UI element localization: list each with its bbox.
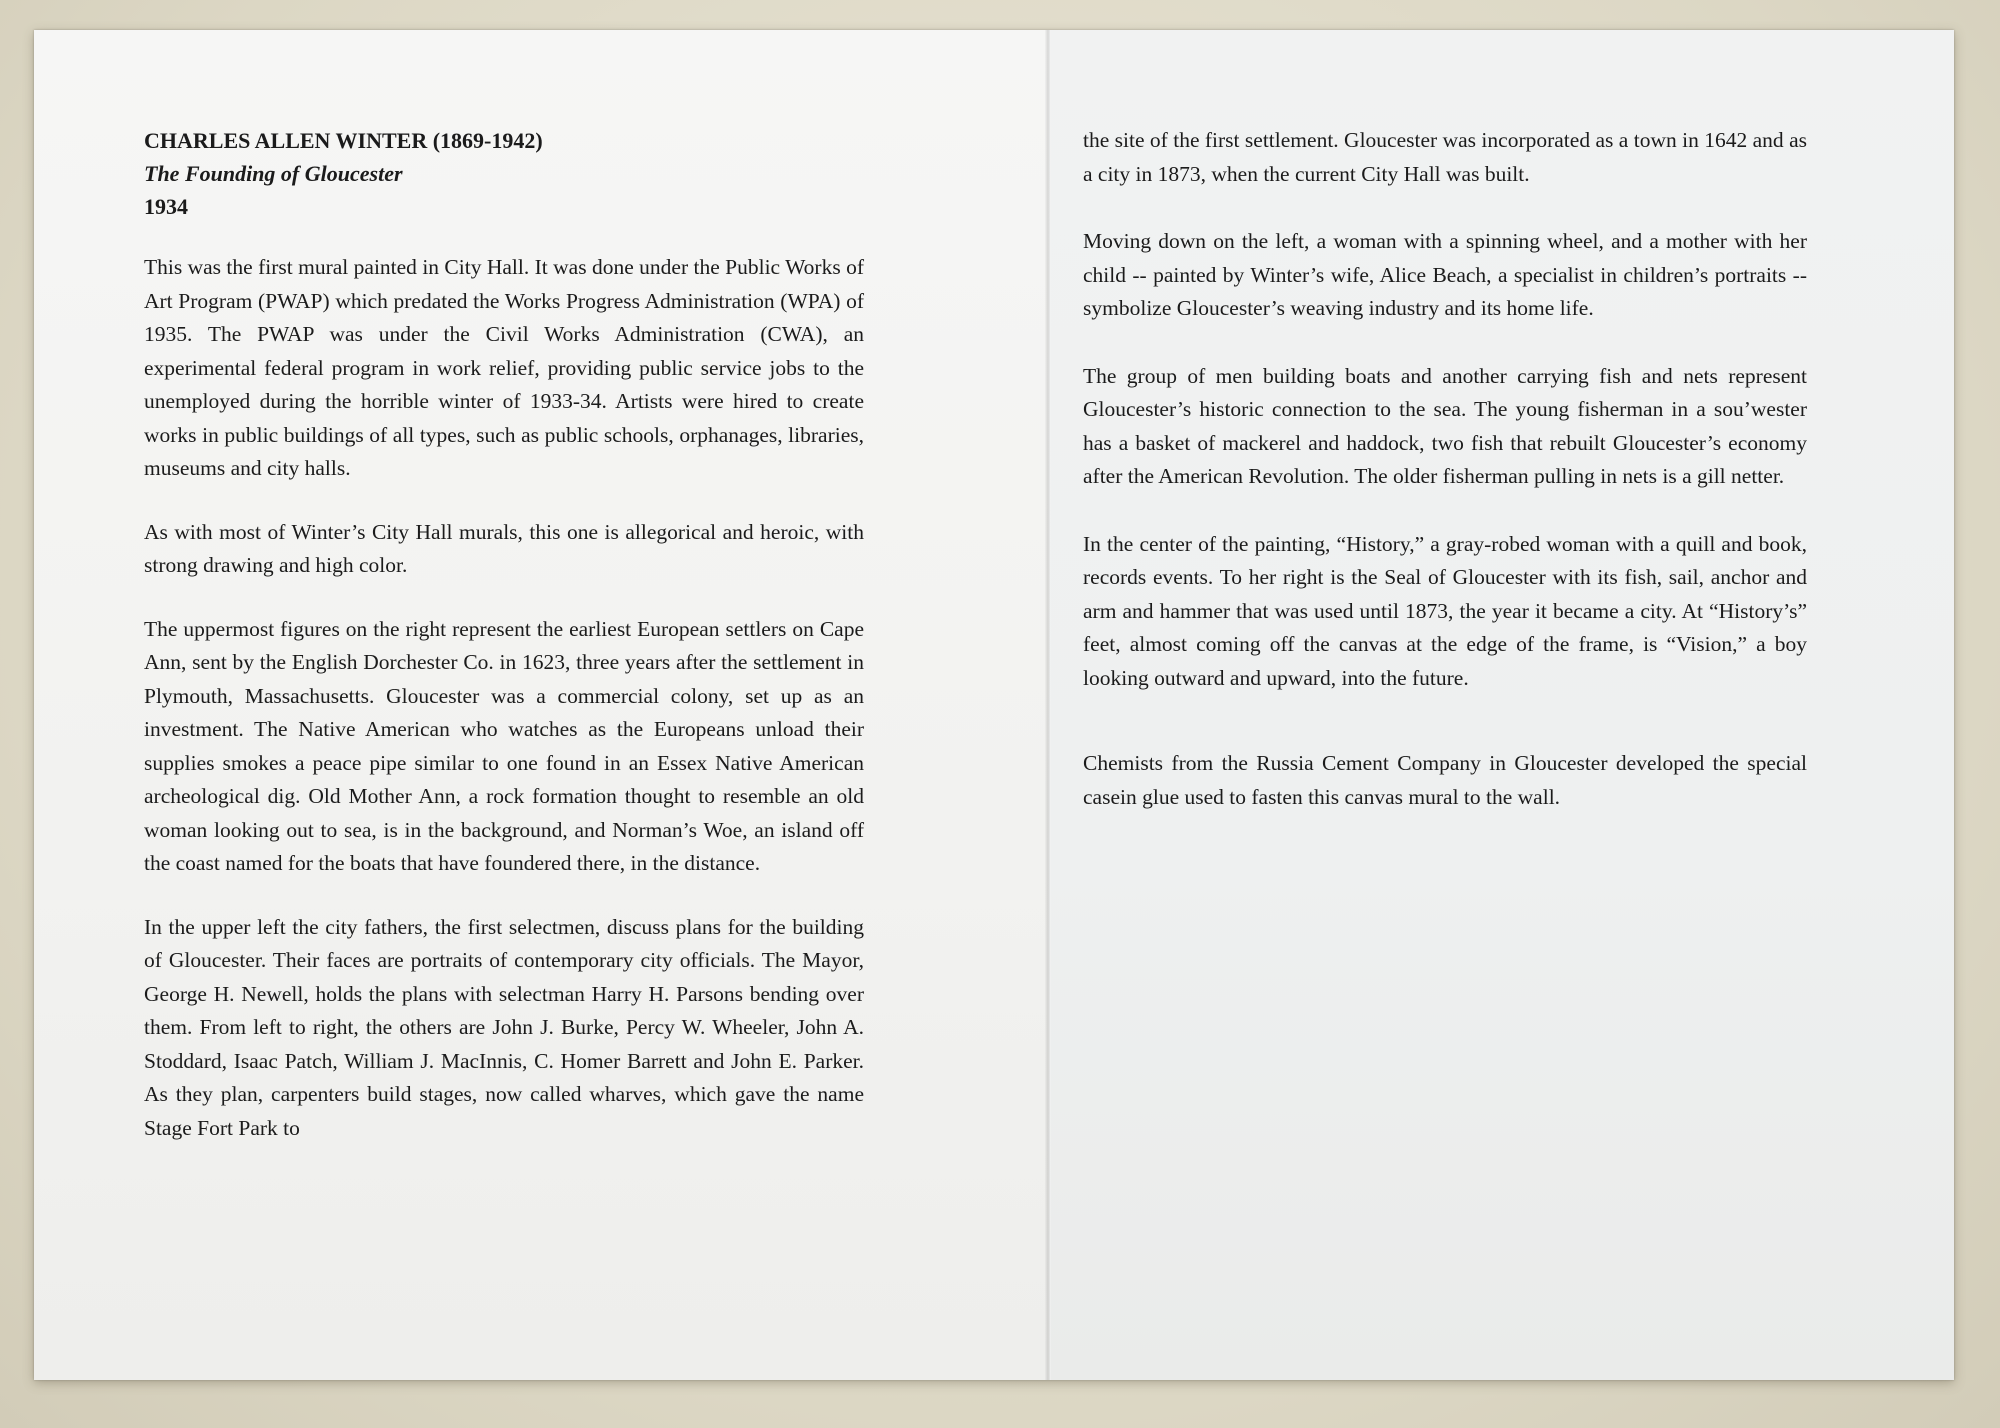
paragraph: The group of men building boats and another carrying fish and nets represent Gloucester’s historic connection to the sea. The young fisherman in a sou’wester has a basket of mackerel and haddock, two fish that rebuilt Gloucester’s economy after the American Revolution. The older fisherman pulling in nets is a gill netter. xyxy=(1083,363,1807,488)
paragraph: Chemists from the Russia Cement Company in Gloucester developed the special casein glue used to fasten this canvas mural to the wall. xyxy=(1083,751,1807,809)
paragraph: In the upper left the city fathers, the first selectmen, discuss plans for the building of Gloucester. Their faces are portraits of contemporary city officials. The Mayor, George H. Newell, holds the plans with selectman Harry H. Parsons bending over them. From left to right, the others are John J. Burke, Percy W. Wheeler, John A. Stoddard, Isaac Patch, William J. MacInnis, C. Homer Barrett and John E. Parker. As they plan, carpenters build stages, now called wharves, which gave the name Stage Fort Park to xyxy=(144,914,864,1140)
paragraph: the site of the first settlement. Gloucester was incorporated as a town in 1642 and as a city in 1873, when the current City Hall was built. xyxy=(1083,128,1807,186)
right-column xyxy=(1083,124,1807,814)
paragraph: The uppermost figures on the right represent the earliest European settlers on Cape Ann, sent by the English Dorchester Co. in 1623, three years after the settlement in Plymouth, Massachusetts. Gloucester was a commercial colony, set up as an investment. The Native American who watches as the Europeans unload their supplies smokes a peace pipe similar to one found in an Essex Native American archeological dig. Old Mother Ann, a rock formation thought to resemble an old woman looking out to sea, is in the background, and Norman’s Woe, an island off the coast named for the boats that have foundered there, in the distance. xyxy=(144,616,864,875)
paragraph: This was the first mural painted in City Hall. It was done under the Public Works of Art Program (PWAP) which predated the Works Progress Administration (WPA) of 1935. The PWAP was under the Civil Works Administration (CWA), an experimental federal program in work relief, providing public service jobs to the unemployed during the horrible winter of 1933-34. Artists were hired to create works in public buildings of all types, such as public schools, orphanages, libraries, museums and city halls. xyxy=(144,255,864,480)
left-column xyxy=(144,124,864,1145)
artwork-title: The Founding of Gloucester xyxy=(144,161,403,186)
paragraph: Moving down on the left, a woman with a spinning wheel, and a mother with her child -- painted by Winter’s wife, Alice Beach, a specialist in children’s portraits -- symbolize Gloucester’s weaving industry and its home life. xyxy=(1083,229,1807,320)
page-fold xyxy=(1045,30,1051,1380)
artwork-year: 1934 xyxy=(144,194,188,219)
paragraph: As with most of Winter’s City Hall murals, this one is allegorical and heroic, with strong drawing and high color. xyxy=(144,519,864,577)
artist-heading: CHARLES ALLEN WINTER (1869-1942) xyxy=(144,128,543,153)
paragraph: In the center of the painting, “History,” a gray-robed woman with a quill and book, records events. To her right is the Seal of Gloucester with its fish, sail, anchor and arm and hammer that was used until 1873, the year it became a city. At “History’s” feet, almost coming off the canvas at the edge of the frame, is “Vision,” a boy looking outward and upward, into the future. xyxy=(1083,531,1807,690)
